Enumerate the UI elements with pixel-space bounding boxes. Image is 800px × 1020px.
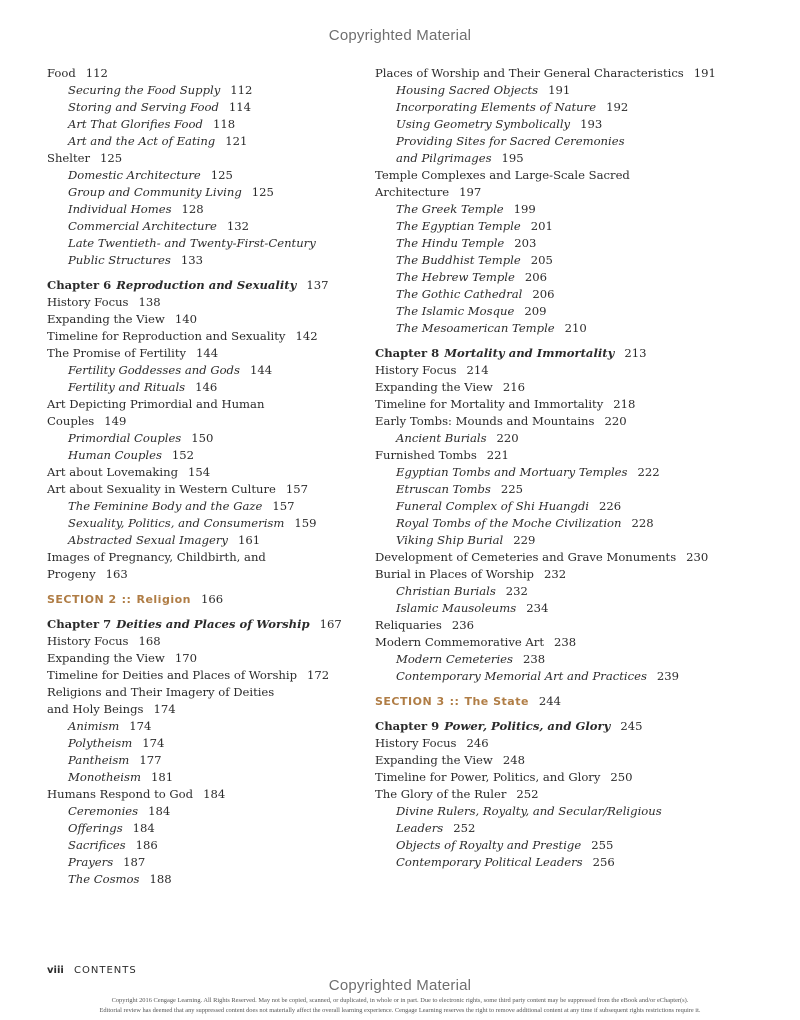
page-ref: 250 [610,770,633,784]
page-number: viii [47,965,64,976]
entry-title: History Focus [47,634,129,648]
page-ref: 256 [592,855,615,869]
page-ref: 210 [564,321,587,335]
page-ref: 206 [524,270,547,284]
page-ref: 203 [514,236,537,250]
toc-entry-sub[interactable] [47,116,357,133]
toc-entry-main[interactable] [47,684,357,701]
entry-title: Art about Sexuality in Western Culture [47,482,276,496]
entry-title: Abstracted Sexual Imagery [68,533,228,547]
toc-entry-main[interactable] [47,396,357,413]
entry-title: Pantheism [68,753,130,767]
page-ref: 157 [272,499,295,513]
entry-title: Art That Glorifies Food [68,117,203,131]
entry-title: Monotheism [68,770,141,784]
page-ref: 138 [138,295,161,309]
page-ref: 248 [502,753,525,767]
page-ref: 168 [138,634,161,648]
section-separator: :: [449,695,460,708]
toc-entry-section[interactable] [375,693,705,710]
toc-entry-section[interactable] [47,591,357,608]
page-ref: 232 [543,567,567,581]
entry-title: The Cosmos [68,872,140,886]
toc-entry-sub[interactable] [375,286,705,303]
toc-entry-sub[interactable] [47,167,357,184]
page-ref: 244 [538,694,562,708]
entry-title: Timeline for Reproduction and Sexuality [47,329,286,343]
page-ref: 125 [251,185,274,199]
page-ref: 216 [502,380,525,394]
toc-entry-sub[interactable] [375,515,705,532]
toc-entry-sub[interactable] [375,481,705,498]
page-ref: 221 [486,448,509,462]
entry-title: Contemporary Memorial Art and Practices [396,669,647,683]
toc-entry-chapter[interactable] [47,616,357,633]
entry-title: Storing and Serving Food [68,100,219,114]
toc-entry-main[interactable] [47,667,357,684]
page-ref: 184 [148,804,171,818]
entry-title: Timeline for Power, Politics, and Glory [375,770,601,784]
entry-title: The Feminine Body and the Gaze [68,499,263,513]
entry-title: Shelter [47,151,91,165]
toc-entry-main[interactable] [375,447,705,464]
page-ref: 166 [200,592,224,606]
toc-entry-main[interactable] [47,701,357,718]
page-ref: 238 [554,635,577,649]
page-ref: 125 [100,151,123,165]
toc-entry-sub[interactable] [375,116,705,133]
page-ref: 213 [624,346,647,360]
page-ref: 255 [591,838,614,852]
page-ref: 197 [459,185,482,199]
entry-title: Sexuality, Politics, and Consumerism [68,516,285,530]
entry-title: Royal Tombs of the Moche Civilization [396,516,622,530]
toc-entry-sub[interactable] [47,752,357,769]
toc-entry-sub[interactable] [47,82,357,99]
entry-title: Leaders [396,821,444,835]
toc-entry-main[interactable] [375,786,705,803]
page-ref: 201 [530,219,553,233]
entry-title: Islamic Mausoleums [396,601,517,615]
page-ref: 252 [453,821,476,835]
page-ref: 149 [104,414,127,428]
page-ref: 234 [526,601,549,615]
toc-entry-sub[interactable] [375,303,705,320]
toc-entry-sub[interactable] [375,430,705,447]
page-ref: 228 [631,516,654,530]
entry-title: History Focus [47,295,129,309]
page-ref: 112 [230,83,253,97]
entry-title: Commercial Architecture [68,219,217,233]
toc-entry-sub[interactable] [47,235,357,252]
toc-entry-sub[interactable] [375,668,705,685]
entry-title: Timeline for Mortality and Immortality [375,397,604,411]
toc-entry-main[interactable] [47,413,357,430]
page-ref: 186 [135,838,158,852]
copyright-watermark-bottom: Copyrighted Material [328,977,472,994]
page-ref: 159 [294,516,317,530]
page-ref: 238 [523,652,546,666]
entry-title: Early Tombs: Mounds and Mountains [375,414,595,428]
entry-title: Images of Pregnancy, Childbirth, and [47,550,266,564]
section-separator: :: [121,593,132,606]
entry-title: Contemporary Political Leaders [396,855,583,869]
entry-title: Domestic Architecture [68,168,201,182]
page-ref: 218 [613,397,636,411]
page-ref: 236 [451,618,475,632]
page-ref: 125 [210,168,233,182]
entry-title: Temple Complexes and Large-Scale Sacred [375,168,630,182]
toc-entry-sub[interactable] [375,99,705,116]
entry-title: The Buddhist Temple [396,253,521,267]
entry-title: Polytheism [68,736,133,750]
toc-entry-sub[interactable] [375,218,705,235]
entry-title: Couples [47,414,95,428]
entry-title: Objects of Royalty and Prestige [396,838,582,852]
section-label: SECTION 2 [47,593,117,606]
page-ref: 184 [132,821,155,835]
entry-title: The Greek Temple [396,202,504,216]
page-ref: 150 [191,431,214,445]
entry-title: The Islamic Mosque [396,304,515,318]
page-ref: 188 [149,872,172,886]
page-ref: 132 [226,219,250,233]
toc-entry-main[interactable] [47,294,357,311]
page-ref: 191 [548,83,571,97]
toc-entry-main[interactable] [47,650,357,667]
entry-title: Expanding the View [47,312,165,326]
page-ref: 163 [105,567,128,581]
entry-title: Religions and Their Imagery of Deities [47,685,275,699]
toc-entry-sub[interactable] [375,600,705,617]
entry-title: The Hindu Temple [396,236,505,250]
toc-entry-sub[interactable] [375,235,705,252]
toc-entry-sub[interactable] [47,184,357,201]
toc-entry-sub[interactable] [375,651,705,668]
chapter-title: Deities and Places of Worship [116,617,310,631]
page-ref: 209 [524,304,547,318]
toc-entry-sub[interactable] [47,803,357,820]
section-title: Religion [136,593,191,606]
toc-entry-sub[interactable] [47,362,357,379]
running-head: CONTENTS [74,965,137,976]
page-ref: 174 [142,736,165,750]
entry-title: Etruscan Tombs [396,482,491,496]
entry-title: Modern Cemeteries [396,652,513,666]
toc-entry-sub[interactable] [47,871,357,888]
entry-title: Housing Sacred Objects [396,83,539,97]
toc-entry-sub[interactable] [375,803,705,820]
page-ref: 245 [620,719,643,733]
page-ref: 230 [686,550,709,564]
entry-title: Incorporating Elements of Nature [396,100,597,114]
toc-entry-sub[interactable] [47,252,357,269]
page-ref: 128 [181,202,204,216]
entry-title: Timeline for Deities and Places of Worship [47,668,298,682]
page-ref: 154 [188,465,211,479]
toc-entry-sub[interactable] [47,837,357,854]
entry-title: Fertility Goddesses and Gods [68,363,240,377]
toc-entry-sub[interactable] [375,82,705,99]
page-ref: 172 [307,668,330,682]
toc-entry-main[interactable] [375,65,716,82]
toc-entry-main[interactable] [375,752,705,769]
toc-entry-main[interactable] [375,566,705,583]
toc-entry-sub[interactable] [375,498,705,515]
toc-entry-sub[interactable] [375,837,705,854]
toc-entry-chapter[interactable] [375,345,705,362]
page-ref: 118 [212,117,236,131]
page-ref: 222 [637,465,660,479]
page-ref: 226 [599,499,622,513]
toc-entry-sub[interactable] [47,532,357,549]
toc-entry-sub[interactable] [375,532,705,549]
toc-entry-sub[interactable] [47,430,357,447]
entry-title: The Egyptian Temple [396,219,521,233]
page-ref: 144 [196,346,219,360]
page-ref: 181 [150,770,174,784]
entry-title: Fertility and Rituals [68,380,186,394]
page-ref: 214 [466,363,489,377]
page-ref: 177 [139,753,162,767]
page-footer [47,965,137,976]
entry-title: Art and the Act of Eating [68,134,216,148]
toc-entry-chapter[interactable] [375,718,705,735]
entry-title: The Gothic Cathedral [396,287,523,301]
toc-entry-main[interactable] [375,379,705,396]
entry-title: Progeny [47,567,96,581]
entry-title: Egyptian Tombs and Mortuary Temples [396,465,628,479]
toc-entry-main[interactable] [375,549,709,566]
entry-title: Individual Homes [68,202,172,216]
page-ref: 187 [123,855,146,869]
entry-title: Expanding the View [47,651,165,665]
entry-title: Securing the Food Supply [68,83,221,97]
entry-title: Group and Community Living [68,185,242,199]
toc-entry-main[interactable] [47,464,357,481]
chapter-title: Power, Politics, and Glory [444,719,611,733]
legal-notice-line-2: Editorial review has deemed that any suppressed content does not materially affect the overall learning experience. Cengage Learning reserves the right to remove additional content at any time if subsequent rights restrictions require it. [99,1007,701,1014]
toc-entry-main[interactable] [375,362,705,379]
toc-entry-sub[interactable] [47,735,357,752]
chapter-label: Chapter 9 [375,719,440,733]
chapter-label: Chapter 7 [47,617,112,631]
toc-entry-sub[interactable] [47,498,357,515]
page-ref: 157 [285,482,308,496]
page-ref: 167 [319,617,342,631]
toc-entry-sub[interactable] [47,133,357,150]
entry-title: Animism [68,719,120,733]
toc-entry-main[interactable] [375,413,705,430]
entry-title: Modern Commemorative Art [375,635,544,649]
toc-entry-sub[interactable] [375,269,705,286]
toc-entry-main[interactable] [375,735,705,752]
entry-title: Providing Sites for Sacred Ceremonies [396,134,625,148]
entry-title: The Glory of the Ruler [375,787,507,801]
entry-title: The Promise of Fertility [47,346,187,360]
toc-entry-chapter[interactable] [47,277,357,294]
chapter-title: Mortality and Immortality [444,346,615,360]
entry-title: Offerings [68,821,123,835]
copyright-watermark-top: Copyrighted Material [328,27,472,44]
toc-entry-sub[interactable] [47,515,357,532]
entry-title: Expanding the View [375,380,493,394]
toc-entry-sub[interactable] [47,447,357,464]
entry-title: History Focus [375,363,457,377]
entry-title: Reliquaries [375,618,442,632]
page-ref: 192 [606,100,629,114]
toc-entry-sub[interactable] [375,820,705,837]
page-ref: 206 [532,287,555,301]
toc-entry-main[interactable] [375,184,705,201]
toc-entry-sub[interactable] [375,320,705,337]
page-ref: 144 [249,363,273,377]
chapter-label: Chapter 6 [47,278,112,292]
entry-title: Burial in Places of Worship [375,567,534,581]
page-ref: 184 [203,787,226,801]
page-ref: 252 [516,787,539,801]
entry-title: Art Depicting Primordial and Human [47,397,265,411]
entry-title: Divine Rulers, Royalty, and Secular/Religious [396,804,662,818]
toc-entry-main[interactable] [47,566,357,583]
toc-entry-main[interactable] [47,328,357,345]
page-ref: 229 [513,533,536,547]
toc-entry-main[interactable] [375,396,705,413]
toc-entry-main[interactable] [47,345,357,362]
page-ref: 199 [513,202,536,216]
entry-title: Using Geometry Symbolically [396,117,571,131]
entry-title: and Pilgrimages [396,151,492,165]
toc-entry-sub[interactable] [47,854,357,871]
section-title: The State [464,695,529,708]
entry-title: Art about Lovemaking [47,465,179,479]
entry-title: Development of Cemeteries and Grave Monuments [375,550,677,564]
entry-title: Furnished Tombs [375,448,477,462]
entry-title: Human Couples [68,448,162,462]
toc-entry-sub[interactable] [375,583,705,600]
page-ref: 246 [466,736,489,750]
toc-entry-main[interactable] [47,150,357,167]
toc-entry-main[interactable] [47,311,357,328]
entry-title: The Mesoamerican Temple [396,321,555,335]
toc-left-column [47,65,357,888]
toc-entry-main[interactable] [47,481,357,498]
entry-title: Ceremonies [68,804,139,818]
toc-entry-main[interactable] [47,633,357,650]
page-ref: 220 [496,431,519,445]
entry-title: and Holy Beings [47,702,144,716]
entry-title: The Hebrew Temple [396,270,515,284]
page-ref: 205 [530,253,553,267]
entry-title: Late Twentieth- and Twenty-First-Century [68,236,316,250]
page-ref: 121 [225,134,248,148]
page-ref: 170 [174,651,197,665]
page-ref: 140 [174,312,197,326]
legal-notice-line-1: Copyright 2016 Cengage Learning. All Rights Reserved. May not be copied, scanned, or duplicated, in whole or in part. Due to electronic rights, some third party content may be suppressed from the eBook and/or eChapter(s). [111,997,689,1004]
toc-entry-main[interactable] [375,167,705,184]
entry-title: Christian Burials [396,584,496,598]
entry-title: Prayers [68,855,114,869]
toc-entry-sub[interactable] [47,218,357,235]
entry-title: Humans Respond to God [47,787,194,801]
entry-title: Ancient Burials [396,431,487,445]
toc-entry-sub[interactable] [47,718,357,735]
page-ref: 232 [505,584,528,598]
toc-entry-main[interactable] [47,549,357,566]
page-ref: 146 [195,380,218,394]
toc-entry-sub[interactable] [47,769,357,786]
toc-entry-sub[interactable] [47,201,357,218]
section-label: SECTION 3 [375,695,445,708]
chapter-label: Chapter 8 [375,346,440,360]
entry-title: Primordial Couples [68,431,182,445]
toc-entry-main[interactable] [375,769,705,786]
page-ref: 191 [693,66,716,80]
entry-title: Funeral Complex of Shi Huangdi [396,499,590,513]
toc-entry-sub[interactable] [375,201,705,218]
entry-title: Expanding the View [375,753,493,767]
page-ref: 193 [580,117,603,131]
page-ref: 225 [500,482,523,496]
entry-title: Food [47,66,76,80]
toc-entry-sub[interactable] [47,820,357,837]
page-ref: 174 [129,719,152,733]
toc-entry-sub[interactable] [375,464,705,481]
toc-entry-sub[interactable] [47,99,357,116]
page-ref: 142 [295,329,318,343]
toc-entry-sub[interactable] [375,854,705,871]
toc-entry-sub[interactable] [47,379,357,396]
entry-title: History Focus [375,736,457,750]
page-ref: 137 [306,278,329,292]
page-ref: 239 [656,669,680,683]
page-ref: 152 [171,448,195,462]
page-ref: 195 [501,151,524,165]
page-ref: 133 [180,253,204,267]
toc-right-column [375,65,716,871]
toc-entry-main[interactable] [375,634,705,651]
entry-title: Public Structures [68,253,171,267]
page-ref: 112 [85,66,108,80]
page-ref: 161 [237,533,261,547]
page-ref: 114 [228,100,252,114]
toc-entry-main[interactable] [47,786,357,803]
entry-title: Sacrifices [68,838,126,852]
toc-entry-main[interactable] [47,65,357,82]
page-ref: 174 [153,702,176,716]
page-ref: 220 [604,414,627,428]
entry-title: Architecture [375,185,450,199]
toc-entry-sub[interactable] [375,252,705,269]
chapter-title: Reproduction and Sexuality [116,278,297,292]
toc-entry-main[interactable] [375,617,705,634]
toc-entry-sub[interactable] [375,133,705,150]
entry-title: Viking Ship Burial [396,533,504,547]
entry-title: Places of Worship and Their General Characteristics [375,66,684,80]
toc-entry-sub[interactable] [375,150,705,167]
